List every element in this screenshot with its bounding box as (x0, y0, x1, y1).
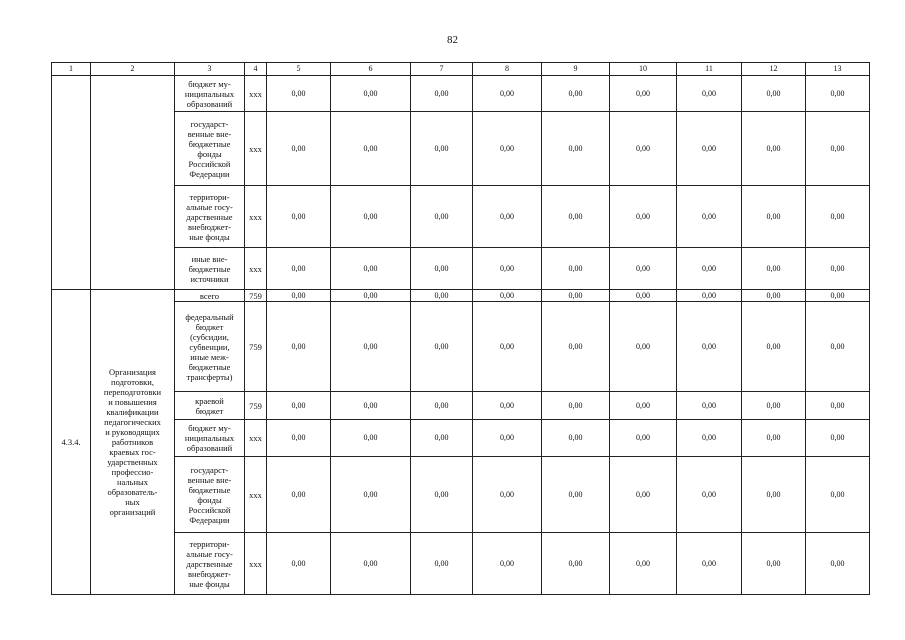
value-cell-col5: 0,00 (267, 420, 331, 457)
table-row (52, 533, 870, 595)
budget-code-cell: 759 (245, 302, 267, 392)
value-cell-col11: 0,00 (677, 112, 742, 186)
value-cell-col10: 0,00 (610, 457, 677, 533)
value-cell-col9: 0,00 (542, 533, 610, 595)
table-row (52, 112, 870, 186)
value-cell-col11: 0,00 (677, 392, 742, 420)
budget-table (51, 62, 870, 595)
column-header-11: 11 (677, 63, 742, 76)
value-cell-col12: 0,00 (742, 290, 806, 302)
value-cell-col13: 0,00 (806, 248, 870, 290)
value-cell-col8: 0,00 (473, 302, 542, 392)
funding-source-cell: территори- альные госу- дарственные внебюджет- ные фонды (175, 186, 245, 248)
value-cell-col13: 0,00 (806, 457, 870, 533)
value-cell-col9: 0,00 (542, 248, 610, 290)
value-cell-col13: 0,00 (806, 533, 870, 595)
table-row (52, 420, 870, 457)
page-number: 82 (447, 34, 458, 46)
value-cell-col8: 0,00 (473, 290, 542, 302)
value-cell-col9: 0,00 (542, 420, 610, 457)
value-cell-col13: 0,00 (806, 112, 870, 186)
column-header-5: 5 (267, 63, 331, 76)
value-cell-col9: 0,00 (542, 186, 610, 248)
value-cell-col10: 0,00 (610, 76, 677, 112)
value-cell-col8: 0,00 (473, 248, 542, 290)
budget-code-cell: 759 (245, 392, 267, 420)
item-number-cell: 4.3.4. (52, 290, 91, 595)
column-header-9: 9 (542, 63, 610, 76)
value-cell-col6: 0,00 (331, 76, 411, 112)
value-cell-col9: 0,00 (542, 302, 610, 392)
value-cell-col5: 0,00 (267, 533, 331, 595)
value-cell-col5: 0,00 (267, 392, 331, 420)
value-cell-col6: 0,00 (331, 112, 411, 186)
value-cell-col13: 0,00 (806, 76, 870, 112)
value-cell-col8: 0,00 (473, 420, 542, 457)
value-cell-col5: 0,00 (267, 290, 331, 302)
value-cell-col7: 0,00 (411, 290, 473, 302)
value-cell-col10: 0,00 (610, 392, 677, 420)
value-cell-col8: 0,00 (473, 76, 542, 112)
value-cell-col11: 0,00 (677, 420, 742, 457)
value-cell-col5: 0,00 (267, 457, 331, 533)
value-cell-col6: 0,00 (331, 248, 411, 290)
table-row (52, 457, 870, 533)
value-cell-col6: 0,00 (331, 186, 411, 248)
value-cell-col8: 0,00 (473, 533, 542, 595)
value-cell-col8: 0,00 (473, 112, 542, 186)
column-header-6: 6 (331, 63, 411, 76)
funding-source-cell: государст- венные вне- бюджетные фонды Российской Федерации (175, 457, 245, 533)
column-header-10: 10 (610, 63, 677, 76)
value-cell-col13: 0,00 (806, 420, 870, 457)
column-header-4: 4 (245, 63, 267, 76)
value-cell-col12: 0,00 (742, 420, 806, 457)
value-cell-col6: 0,00 (331, 420, 411, 457)
value-cell-col7: 0,00 (411, 420, 473, 457)
value-cell-col7: 0,00 (411, 248, 473, 290)
value-cell-col8: 0,00 (473, 392, 542, 420)
item-name-cell: Организация подготовки, переподготовки и повышения квалификации педагогических и руководящих работников краевых гос- ударственных профессио- нальных образователь- ных организаций (91, 290, 175, 595)
value-cell-col10: 0,00 (610, 290, 677, 302)
budget-code-cell: xxx (245, 186, 267, 248)
value-cell-col10: 0,00 (610, 420, 677, 457)
funding-source-cell: иные вне- бюджетные источники (175, 248, 245, 290)
value-cell-col12: 0,00 (742, 248, 806, 290)
budget-code-cell: xxx (245, 76, 267, 112)
value-cell-col11: 0,00 (677, 76, 742, 112)
column-header-1: 1 (52, 63, 91, 76)
funding-source-cell: государст- венные вне- бюджетные фонды Российской Федерации (175, 112, 245, 186)
budget-code-cell: 759 (245, 290, 267, 302)
value-cell-col9: 0,00 (542, 290, 610, 302)
value-cell-col13: 0,00 (806, 392, 870, 420)
value-cell-col8: 0,00 (473, 186, 542, 248)
value-cell-col7: 0,00 (411, 533, 473, 595)
value-cell-col13: 0,00 (806, 290, 870, 302)
funding-source-cell: бюджет му- ниципальных образований (175, 76, 245, 112)
value-cell-col9: 0,00 (542, 76, 610, 112)
budget-code-cell: xxx (245, 248, 267, 290)
funding-source-cell: территори- альные госу- дарственные внебюджет- ные фонды (175, 533, 245, 595)
column-number-row (52, 63, 870, 76)
value-cell-col5: 0,00 (267, 248, 331, 290)
table-row (52, 392, 870, 420)
value-cell-col5: 0,00 (267, 302, 331, 392)
value-cell-col5: 0,00 (267, 186, 331, 248)
funding-source-cell: всего (175, 290, 245, 302)
column-header-2: 2 (91, 63, 175, 76)
column-header-13: 13 (806, 63, 870, 76)
value-cell-col6: 0,00 (331, 457, 411, 533)
table-row (52, 302, 870, 392)
value-cell-col8: 0,00 (473, 457, 542, 533)
value-cell-col9: 0,00 (542, 457, 610, 533)
value-cell-col11: 0,00 (677, 533, 742, 595)
value-cell-col10: 0,00 (610, 248, 677, 290)
budget-code-cell: xxx (245, 112, 267, 186)
value-cell-col7: 0,00 (411, 392, 473, 420)
value-cell-col10: 0,00 (610, 533, 677, 595)
value-cell-col7: 0,00 (411, 186, 473, 248)
value-cell-col5: 0,00 (267, 112, 331, 186)
value-cell-col5: 0,00 (267, 76, 331, 112)
value-cell-col7: 0,00 (411, 457, 473, 533)
value-cell-col13: 0,00 (806, 186, 870, 248)
table-row (52, 248, 870, 290)
value-cell-col12: 0,00 (742, 76, 806, 112)
value-cell-col12: 0,00 (742, 392, 806, 420)
value-cell-col9: 0,00 (542, 392, 610, 420)
value-cell-col7: 0,00 (411, 112, 473, 186)
value-cell-col6: 0,00 (331, 392, 411, 420)
column-header-8: 8 (473, 63, 542, 76)
value-cell-col11: 0,00 (677, 290, 742, 302)
value-cell-col6: 0,00 (331, 533, 411, 595)
value-cell-col6: 0,00 (331, 290, 411, 302)
value-cell-col10: 0,00 (610, 302, 677, 392)
funding-source-cell: краевой бюджет (175, 392, 245, 420)
value-cell-col13: 0,00 (806, 302, 870, 392)
value-cell-col11: 0,00 (677, 457, 742, 533)
value-cell-col10: 0,00 (610, 112, 677, 186)
funding-source-cell: федеральный бюджет (субсидии, субвенции, иные меж- бюджетные трансферты) (175, 302, 245, 392)
value-cell-col10: 0,00 (610, 186, 677, 248)
budget-code-cell: xxx (245, 420, 267, 457)
table-row (52, 76, 870, 112)
value-cell-col7: 0,00 (411, 76, 473, 112)
item-name-cell (91, 76, 175, 290)
value-cell-col12: 0,00 (742, 112, 806, 186)
value-cell-col11: 0,00 (677, 248, 742, 290)
value-cell-col6: 0,00 (331, 302, 411, 392)
value-cell-col12: 0,00 (742, 302, 806, 392)
budget-code-cell: xxx (245, 533, 267, 595)
table-row (52, 186, 870, 248)
value-cell-col11: 0,00 (677, 186, 742, 248)
budget-code-cell: xxx (245, 457, 267, 533)
item-number-cell (52, 76, 91, 290)
value-cell-col9: 0,00 (542, 112, 610, 186)
table-row (52, 290, 870, 302)
value-cell-col12: 0,00 (742, 457, 806, 533)
column-header-12: 12 (742, 63, 806, 76)
value-cell-col7: 0,00 (411, 302, 473, 392)
column-header-3: 3 (175, 63, 245, 76)
value-cell-col12: 0,00 (742, 533, 806, 595)
value-cell-col12: 0,00 (742, 186, 806, 248)
value-cell-col11: 0,00 (677, 302, 742, 392)
funding-source-cell: бюджет му- ниципальных образований (175, 420, 245, 457)
column-header-7: 7 (411, 63, 473, 76)
